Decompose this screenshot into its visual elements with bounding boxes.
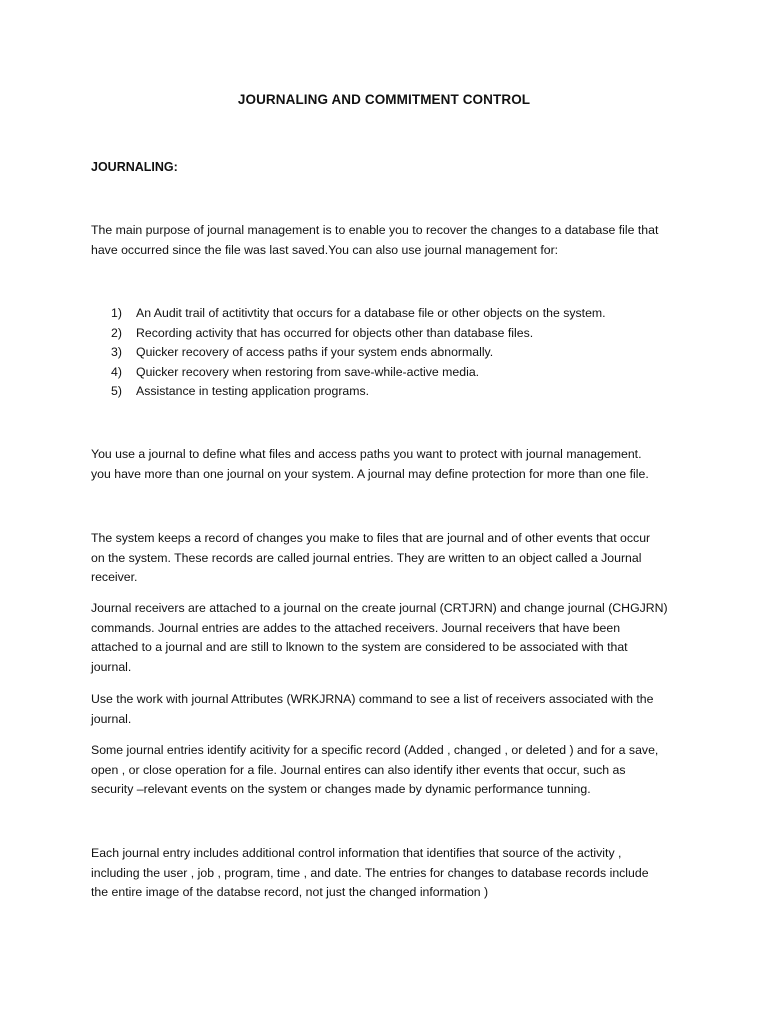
- list-text: Recording activity that has occurred for objects other than database files.: [136, 325, 534, 340]
- list-number: 1): [111, 306, 122, 320]
- intro-paragraph: The main purpose of journal management is to enable you to recover the changes to a database file that have occurred since the file was last saved.You can also use journal management for:: [91, 223, 659, 257]
- list-number: 4): [111, 364, 122, 379]
- wrkjrna-paragraph: Use the work with journal Attributes (WRKJRNA) command to see a list of receivers associated with the journal.: [91, 692, 654, 726]
- uses-list: [0, 304, 768, 402]
- list-text: Quicker recovery when restoring from save-while-active media.: [136, 364, 480, 379]
- list-item: [0, 382, 768, 402]
- list-number: 3): [111, 345, 122, 360]
- list-item: [0, 363, 768, 383]
- list-item: [0, 324, 768, 344]
- list-item: [0, 343, 768, 363]
- each-entry-paragraph: Each journal entry includes additional control information that identifies that source of the activity , including the user , job , program, time , and date. The entries for changes to database records include the entire image of the databse record, not just the changed information ): [91, 846, 649, 900]
- list-text: Quicker recovery of access paths if your system ends abnormally.: [136, 345, 494, 360]
- some-entries-paragraph: Some journal entries identify acitivity for a specific record (Added , changed , or deleted ) and for a save, open , or close operation for a file. Journal entires can also identify ither events that occur, such as security –relevant events on the system or changes made by dynamic performance tunning.: [91, 743, 659, 797]
- receivers-paragraph: Journal receivers are attached to a journal on the create journal (CRTJRN) and change journal (CHGJRN) commands. Journal entries are addes to the attached receivers. Journal receivers that have been attached to a journal and are still to lknown to the system are considered to be associated with that journal.: [91, 601, 668, 674]
- system-keeps-paragraph: The system keeps a record of changes you make to files that are journal and of other events that occur on the system. These records are called journal entries. They are written to an object called a Journal receiver.: [91, 531, 651, 585]
- list-item: [0, 304, 768, 324]
- journal-define-paragraph: You use a journal to define what files and access paths you want to protect with journal management. you have more than one journal on your system. A journal may define protection for more than one file.: [91, 447, 649, 481]
- list-text: An Audit trail of actitivtity that occurs for a database file or other objects on the system.: [136, 306, 606, 320]
- list-number: 5): [111, 384, 122, 399]
- section-heading: JOURNALING:: [91, 160, 178, 174]
- list-number: 2): [111, 325, 122, 340]
- document-title: JOURNALING AND COMMITMENT CONTROL: [237, 92, 531, 107]
- list-text: Assistance in testing application programs.: [136, 384, 370, 399]
